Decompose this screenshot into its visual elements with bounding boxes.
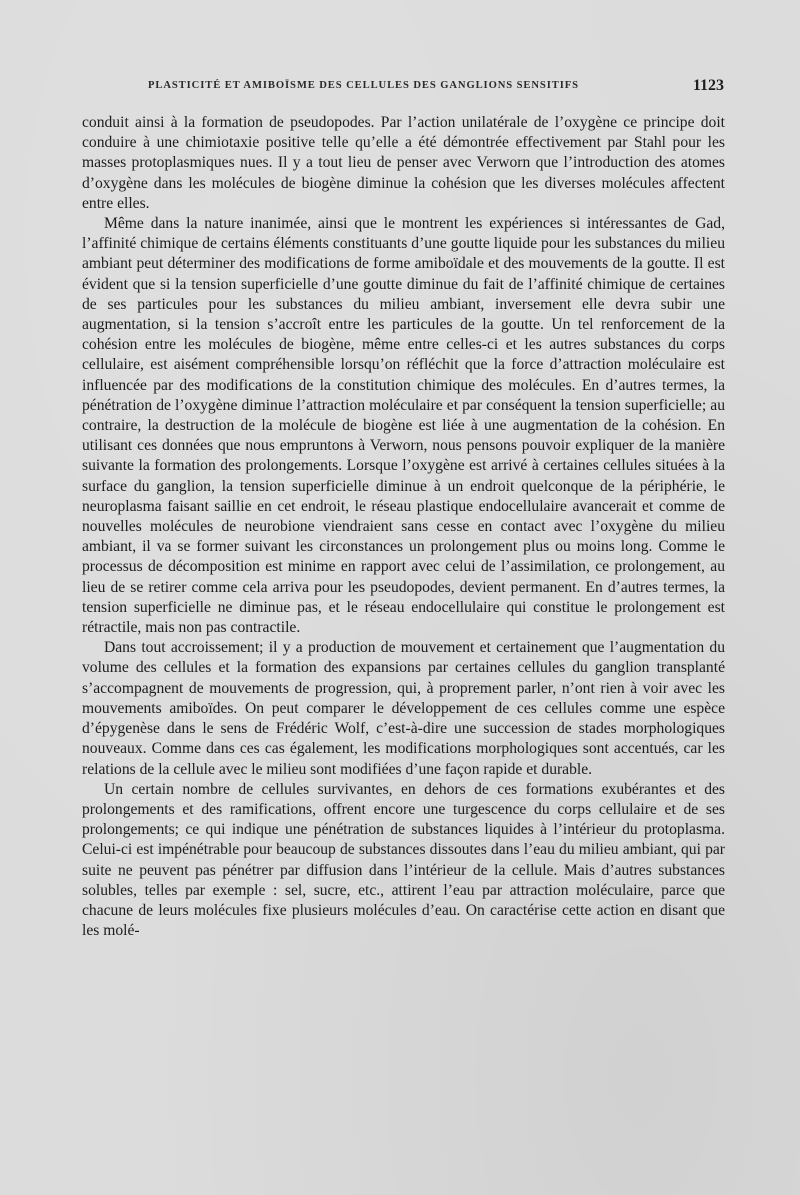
page-number: 1123 bbox=[692, 77, 724, 94]
paragraph: Dans tout accroissement; il y a production de mouvement et certainement que l’augmentation du volume des cellules et la formation des expansions par certaines cellules du ganglion transplanté s’accompagnent de mouvements de progression, qui, à proprement parler, n’ont rien à voir avec les mouvements amiboïdes. On peut comparer le développement de ces cellules comme une espèce d’épygenèse dans le sens de Frédéric Wolf, c’est-à-dire une succession de stades morphologiques nouveaux. Comme dans ces cas également, les modifications morphologiques sont accentués, car les relations de la cellule avec le milieu sont modifiées d’une façon rapide et durable. bbox=[82, 639, 725, 778]
running-head bbox=[82, 78, 724, 98]
body-text bbox=[82, 113, 725, 941]
paragraph: Même dans la nature inanimée, ainsi que le montrent les expériences si intéressantes de Gad, l’affinité chimique de certains éléments constituants d’une goutte liquide pour les substances du milieu ambiant peut déterminer des modifications de forme amiboïdale et des mouvements de la goutte. Il est évident que si la tension superficielle d’une goutte diminue du fait de l’affinité chimique de certaines de ses particules pour les substances du milieu ambiant, inversement elle devra subir une augmentation, si la tension s’accroît entre les particules de la goutte. Un tel renforcement de la cohésion entre les molécules de biogène, même entre celles-ci et les autres substances du corps cellulaire, est aisément compréhensible lorsqu’on réfléchit que la force d’attraction moléculaire est influencée par des modifications de la constitution chimique des molécules. En d’autres termes, la pénétration de l’oxygène diminue l’attraction moléculaire et par conséquent la tension superficielle; au contraire, la destruction de la molécule de biogène est liée à une augmentation de la cohésion. En utilisant ces données que nous empruntons à Verworn, nous pensons pouvoir expliquer de la manière suivante la formation des prolongements. Lorsque l’oxygène est arrivé à certaines cellules situées à la surface du ganglion, la tension superficielle diminue à un endroit quelconque de la périphérie, le neuroplasma faisant saillie en cet endroit, le réseau plastique endocellulaire avancerait et comme de nouvelles molécules de neurobione viendraient sans cesse en contact avec l’oxygène du milieu ambiant, il va se former suivant les circonstances un prolongement plus ou moins long. Comme le processus de décomposition est minime en rapport avec celui de l’assimilation, ce prolongement, au lieu de se retirer comme cela arriva pour les pseudopodes, devient permanent. En d’autres termes, la tension superficielle ne diminue pas, et le réseau endocellulaire qui constitue le prolongement est rétractile, mais non pas contractile. bbox=[82, 215, 725, 637]
paragraph: conduit ainsi à la formation de pseudopodes. Par l’action unilatérale de l’oxygène ce principe doit conduire à une chimiotaxie positive telle qu’elle a été démontrée effectivement par Stahl pour les masses protoplasmiques nues. Il y a tout lieu de penser avec Verworn que l’introduction des atomes d’oxygène dans les molécules de biogène diminue la cohésion que les diverses molécules affectent entre elles. bbox=[82, 114, 725, 212]
running-title: PLASTICITÉ ET AMIBOÏSME DES CELLULES DES GANGLIONS SENSITIFS bbox=[148, 80, 579, 91]
paragraph: Un certain nombre de cellules survivantes, en dehors de ces formations exubérantes et des prolongements et des ramifications, offrent encore une turgescence du corps cellulaire et de ses prolongements; ce qui indique une pénétration de substances liquides à l’intérieur du protoplasma. Celui-ci est impénétrable pour beaucoup de substances dissoutes dans l’eau du milieu ambiant, qui par suite ne peuvent pas pénétrer par diffusion dans l’intérieur de la cellule. Mais d’autres substances solubles, telles par exemple : sel, sucre, etc., attirent l’eau par attraction moléculaire, parce que chacune de leurs molécules fixe plusieurs molécules d’eau. On caractérise cette action en disant que les molé- bbox=[82, 780, 725, 940]
